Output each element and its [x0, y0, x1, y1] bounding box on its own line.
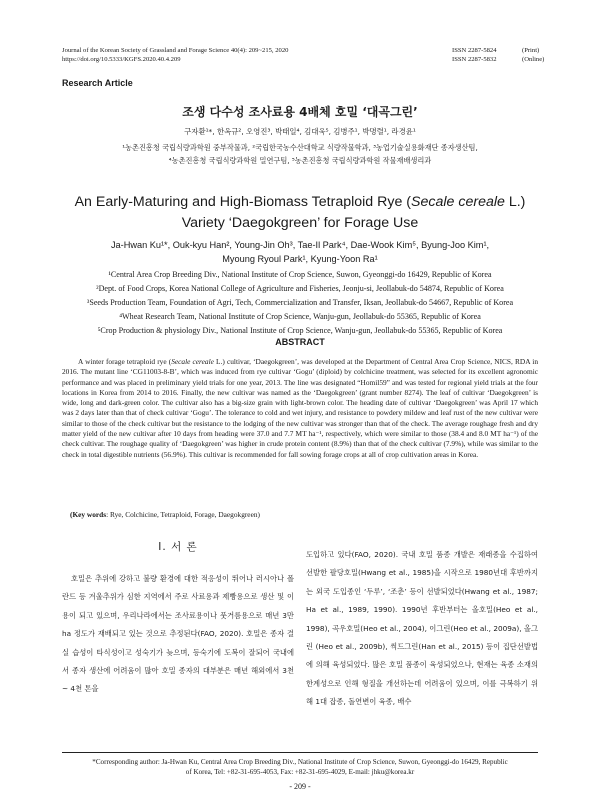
running-header-left [62, 46, 288, 64]
abstract-species: Secale cereale [171, 357, 214, 366]
issn-online-number: ISSN 2287-5832 [452, 56, 497, 63]
korean-affiliation-line: ¹농촌진흥청 국립식량과학원 중부작물과, ²국립한국농수산대학교 식량작물학과, ³농업기술실용화재단 종자생산팀, [122, 143, 478, 152]
abstract-body [62, 357, 538, 460]
affiliation-4: ⁴Wheat Research Team, National Institute of Crop Science, Wanju-gun, Jeollabuk-do 55365, Republic of Korea [119, 312, 481, 321]
english-affiliations [0, 268, 600, 338]
article-type: Research Article [62, 78, 133, 88]
body-column-left [62, 538, 294, 699]
abstract-text: L.) cultivar, ‘Daegokgreen’, was developed at the Department of Central Area Crop Science, NICS, RDA in 2016. The mutant line ‘CG11003-8-B’, which was induced from rye cultivar ‘Gogu’ (diploid) by colchicine treatment, was selected for its excellent agronomic performance and was placed in preliminary yield trials for one year, 2013. The line was designated “Homil59” and was tested for regional yield trials at the four locations in Korea from 2014 to 2016. Finally, the new cultivar was named as the ‘Daegokgreen’ (grant number 8274). The leaf of cultivar ‘Daegokgreen’ is wide, long and dark-green color. The cultivar also has a big-size grain with light-brown color. The heading date of cultivar ‘Daegokgreen’ was April 17 which was 2 days later than that of check cultivar ‘Gogu’. The tolerance to cold and wet injury, and resistance to powdery mildew and leaf rust of the new cultivar were similar to those of the check cultivar but the resistance to the lodging of the new cultivar was stronger than that of the check. The average roughage fresh and dry matter yield of the new cultivar after 10 days from heading were 37.0 and 7.7 MT ha⁻¹, respectively, which were similar to those (38.4 and 8.0 MT ha⁻¹) of the check cultivar. The roughage quality of ‘Daegokgreen’ was higher in crude protein content (8.9%) than that of the check cultivar (7.9%), while was similar to the check in total digestible nutrients (56.9%). This cultivar is recommended for fall sowing forage crops at all of crop cultivation areas in Korea. [62, 357, 538, 459]
page-number: - 209 - [289, 782, 311, 791]
korean-authors: 구자환¹*, 한옥규², 오영진³, 박태일⁴, 김대욱⁵, 김병주¹, 박명렬¹, 라경윤¹ [184, 127, 416, 136]
issn-print-type: (Print) [522, 47, 540, 54]
issn-print [452, 46, 544, 55]
english-title [0, 192, 600, 234]
running-header-right [452, 46, 544, 64]
affiliation-2: ²Dept. of Food Crops, Korea National College of Agriculture and Fisheries, Jeonju-si, Jeollabuk-do 54874, Republic of Korea [96, 284, 504, 293]
korean-affiliations [0, 141, 600, 167]
english-title-line2: Variety ‘Daegokgreen’ for Forage Use [181, 215, 419, 231]
affiliation-5: ⁵Crop Production & physiology Div., National Institute of Crop Science, Wanju-gun, Jeollabuk-do 55365, Republic of Korea [97, 326, 503, 335]
body-column-right [306, 546, 538, 712]
title-text: An Early-Maturing and High-Biomass Tetraploid Rye ( [74, 194, 412, 210]
species-name: Secale cereale [411, 194, 505, 210]
abstract-text: A winter forage tetraploid rye ( [78, 357, 172, 366]
english-authors-line: Myoung Ryoul Park¹, Kyung-Yoon Ra¹ [222, 254, 378, 264]
section-heading-introduction: Ⅰ. 서 론 [158, 541, 198, 553]
footnote-line: of Korea, Tel: +82-31-695-4053, Fax: +82-31-695-4029, E-mail: jhku@korea.kr [185, 768, 415, 776]
issn-print-number: ISSN 2287-5824 [452, 47, 497, 54]
korean-affiliation-line: ⁴농촌진흥청 국립식량과학원 밀연구팀, ⁵농촌진흥청 국립식량과학원 작물재배생리과 [168, 156, 432, 165]
doi-link[interactable]: https://doi.org/10.5333/KGFS.2020.40.4.209 [62, 56, 181, 63]
english-title-line1 [0, 192, 600, 213]
abstract-heading: ABSTRACT [275, 337, 325, 347]
affiliation-1: ¹Central Area Crop Breeding Div., National Institute of Crop Science, Suwon, Gyeonggi-do 16429, Republic of Korea [108, 270, 492, 279]
issn-online-type: (Online) [522, 56, 545, 63]
affiliation-3: ³Seeds Production Team, Foundation of Agri, Tech, Commercialization and Transfer, Iksan, Jeollabuk-do 54667, Republic of Korea [86, 298, 514, 307]
english-authors-line: Ja-Hwan Ku¹*, Ouk-kyu Han², Young-Jin Oh³, Tae-Il Park⁴, Dae-Wook Kim⁵, Byung-Joo Kim¹, [110, 240, 490, 250]
korean-title: 조생 다수성 조사료용 4배체 호밀 ‘대곡그린’ [182, 105, 418, 119]
footnote-divider [62, 752, 538, 753]
issn-online [452, 55, 544, 64]
introduction-text-right: 도입하고 있다(FAO, 2020). 국내 호밀 품종 개발은 재래종을 수집하여 선발한 팔당호밀(Hwang et al., 1985)을 시작으로 1980년대 후반까지는 외국 도입종인 ‘두루’, ‘조춘’ 등이 선발되었다(Hwang et al., 1987; Ha et al., 1989, 1990). 1990년 후반부터는 올호밀(Heo et al., 1998), 곡우호밀(Heo et al., 2004), 이그린(Heo et al., 2009a), 올그린 (Heo et al., 2009b), 씩드그린(Han et al., 2015) 등이 집단선발법에 의해 육성되었다. 많은 호밀 품종이 육성되었으나, 현재는 육종 소재의 한계성으로 인해 형질을 개선하는데 어려움이 있으며, 이를 극복하기 위해 1대 잡종, 돌연변이 육종, 배수 [306, 550, 538, 707]
keywords-list: : Rye, Colchicine, Tetraploid, Forage, Daegokgreen) [106, 510, 260, 519]
keywords-label: (Key words [70, 510, 107, 519]
corresponding-author-footnote [62, 757, 538, 777]
footnote-line: *Corresponding author: Ja-Hwan Ku, Central Area Crop Breeding Div., National Institute of Crop Science, Suwon, Gyeonggi-do 16429, Republic [92, 758, 508, 766]
journal-citation: Journal of the Korean Society of Grassland and Forage Science 40(4): 209~215, 2020 [62, 47, 289, 54]
keywords [62, 510, 538, 519]
introduction-text-left: 호밀은 추위에 강하고 불량 환경에 대한 적응성이 뛰어나 러시아나 폴란드 등 겨울추위가 심한 지역에서 주로 사료용과 제빵용으로 생산 및 이용이 되고 있으며, 우리나라에서는 조사료용이나 풋거름용으로 매년 3만ha 정도가 재배되고 있는 것으로 추정된다(FAO, 2020). 호밀은 종자 결실 습성이 타식성이고 성숙기가 늦으며, 등숙기에 도복이 잘되어 국내에서 종자 생산에 어려움이 많아 호밀 종자의 대부분은 매년 해외에서 3천 ~ 4천 톤을 [62, 574, 294, 694]
title-text: L.) [504, 194, 526, 210]
english-authors [0, 238, 600, 266]
